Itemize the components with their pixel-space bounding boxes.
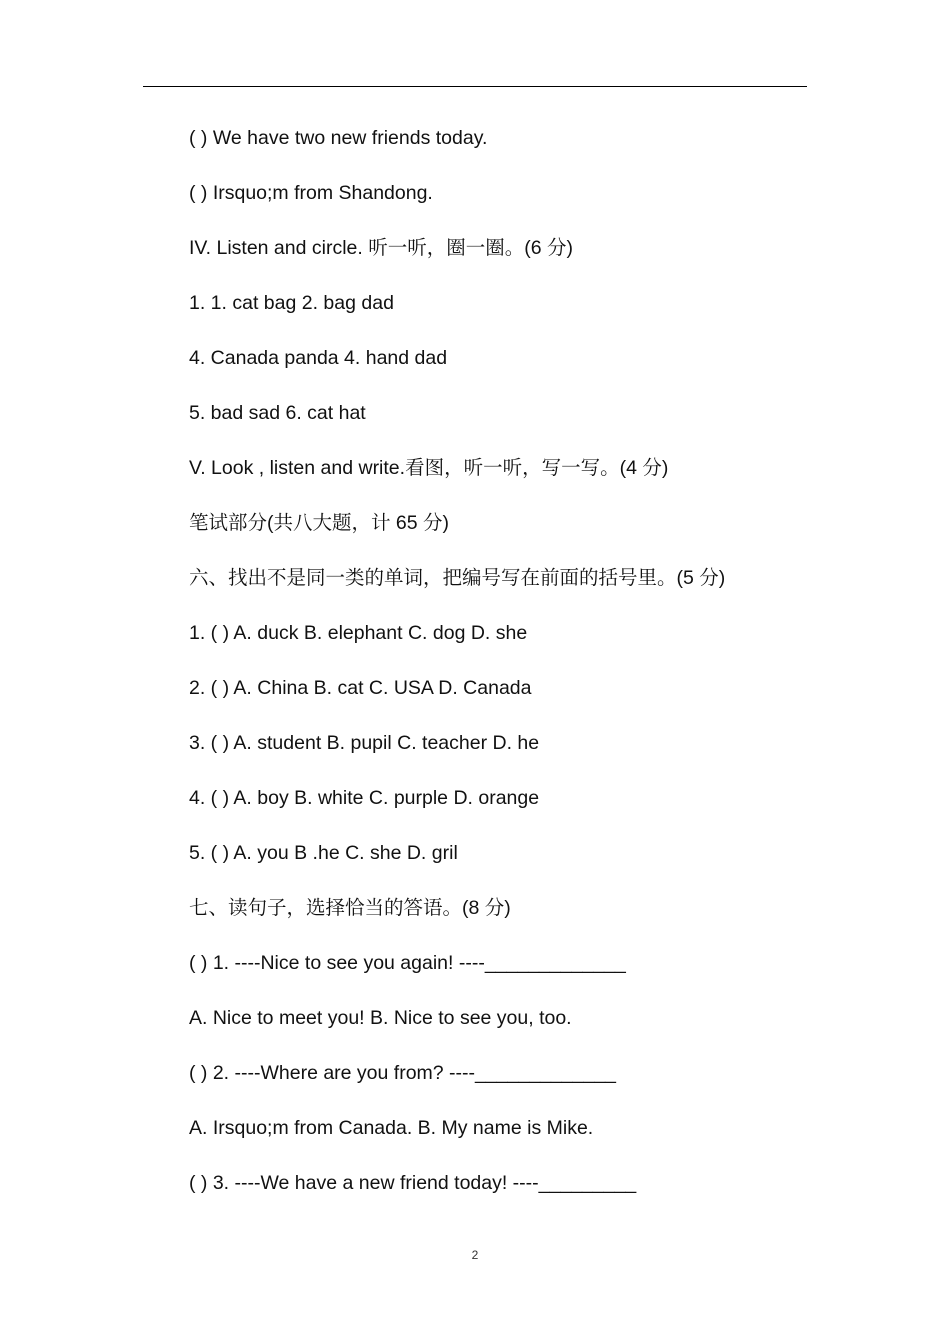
document-body: [189, 124, 829, 1224]
text-line-5: 4. Canada panda 4. hand dad: [189, 347, 448, 369]
question-line: 1. ( ) A. duck B. elephant C. dog D. she: [189, 622, 528, 644]
text-line-1: ( ) We have two new friends today.: [189, 127, 488, 149]
question-line: ( ) 3. ----We have a new friend today! ----_________: [189, 1172, 637, 1194]
answer-options: A. Nice to meet you! B. Nice to see you, too.: [189, 1007, 572, 1029]
section-heading-six: 六、找出不是同一类的单词，把编号写在前面的括号里。(5 分): [189, 567, 726, 589]
question-line: 3. ( ) A. student B. pupil C. teacher D. he: [189, 732, 540, 754]
question-line: 5. ( ) A. you B .he C. she D. gril: [189, 842, 458, 864]
text-line-2: ( ) Irsquo;m from Shandong.: [189, 182, 433, 204]
answer-options: A. Irsquo;m from Canada. B. My name is Mike.: [189, 1117, 594, 1139]
text-line-4: 1. 1. cat bag 2. bag dad: [189, 292, 394, 314]
question-line: 4. ( ) A. boy B. white C. purple D. orange: [189, 787, 540, 809]
section-heading-iv: IV. Listen and circle. 听一听，圈一圈。(6 分): [189, 237, 573, 259]
header-rule: [143, 86, 807, 87]
question-line: ( ) 2. ----Where are you from? ----_____________: [189, 1062, 617, 1084]
question-line: ( ) 1. ----Nice to see you again! ----_____________: [189, 952, 626, 974]
section-heading-v: V. Look , listen and write.看图，听一听，写一写。(4 分): [189, 457, 669, 479]
page-number: 2: [471, 1248, 479, 1262]
written-part-heading: 笔试部分(共八大题，计 65 分): [189, 512, 450, 534]
section-heading-seven: 七、读句子，选择恰当的答语。(8 分): [189, 897, 511, 919]
text-line-6: 5. bad sad 6. cat hat: [189, 402, 366, 424]
question-line: 2. ( ) A. China B. cat C. USA D. Canada: [189, 677, 532, 699]
